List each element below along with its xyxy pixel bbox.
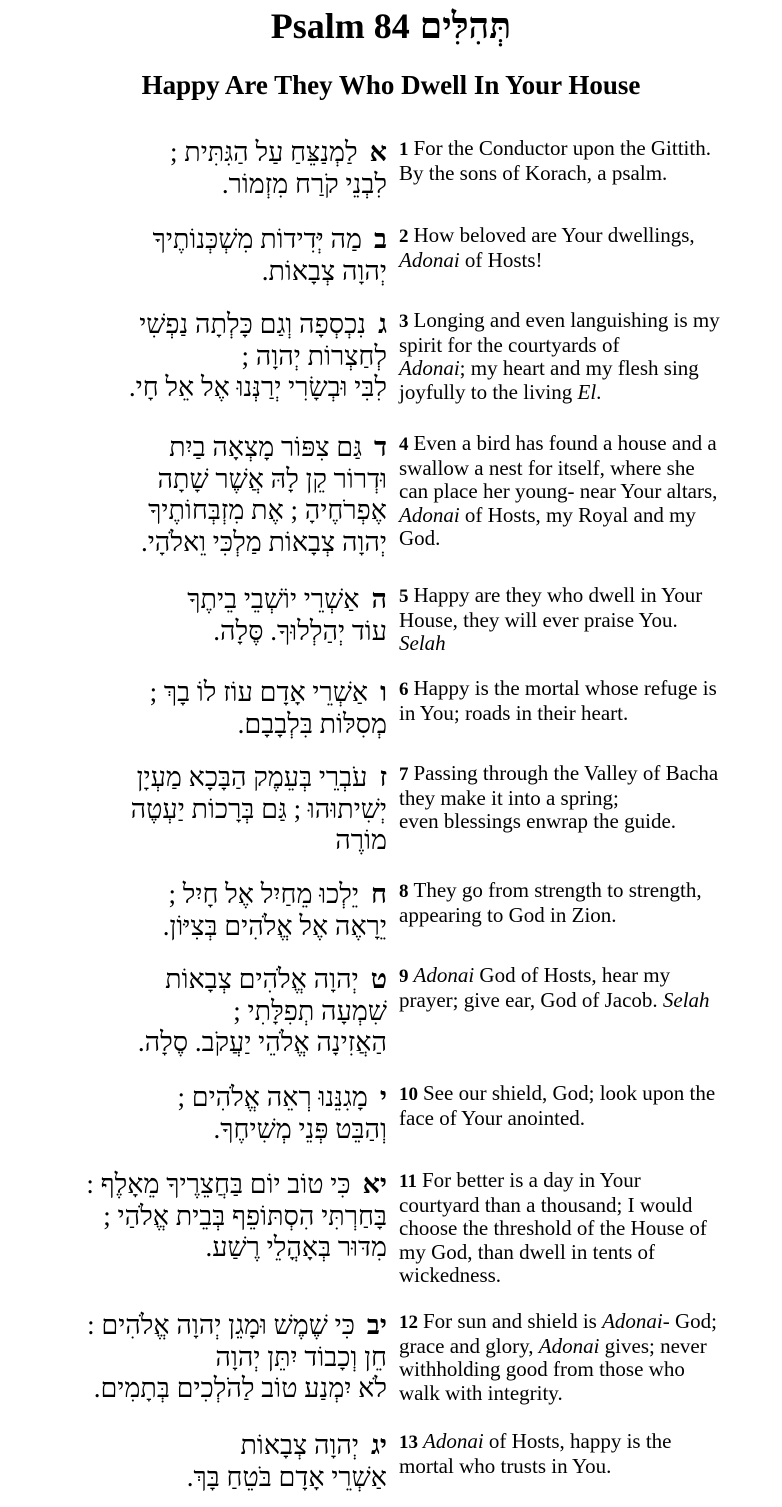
hebrew-line — [138, 964, 387, 996]
hebrew-line — [129, 372, 387, 404]
verse-number: 3 — [399, 311, 409, 332]
english-line — [399, 1082, 777, 1107]
english-segment: . — [596, 379, 602, 404]
english-line — [399, 381, 777, 405]
english-segment: spirit for the courtyards of — [399, 332, 620, 357]
hebrew-line — [131, 825, 387, 857]
hebrew-verse-number: ז — [379, 762, 387, 792]
hebrew-line — [87, 1373, 387, 1405]
english-line — [399, 964, 777, 989]
hebrew-text — [86, 1169, 387, 1264]
hebrew-line-text: עוֹד יְהַלְלוּךָ. סֶּלָה. — [213, 615, 387, 646]
hebrew-line — [141, 527, 387, 559]
english-segment: Longing and even languishing is my — [413, 308, 720, 332]
english-line — [399, 1241, 777, 1265]
english-segment: For the Conductor upon the Gittith. — [413, 136, 711, 160]
hebrew-line-text: וּדְרוֹר קֵן לָהּ אֲשֶׁר שָׁתָה — [157, 463, 387, 494]
english-line — [399, 677, 777, 702]
english-segment: face of Your anointed. — [399, 1105, 586, 1130]
english-text — [399, 137, 777, 185]
hebrew-verse-number: יג — [371, 1430, 387, 1460]
english-segment: ; my heart and my flesh sing — [459, 356, 699, 380]
hebrew-line-text: יֵרָאֶה אֶל אֱלֹהִים בְּצִיּוֹן. — [162, 910, 387, 941]
hebrew-line-text: יְהוָה צְבָאוֹת — [240, 1430, 359, 1460]
english-line — [399, 504, 777, 528]
verse-number: 12 — [399, 1312, 418, 1333]
hebrew-text — [187, 1430, 387, 1493]
english-line — [399, 1194, 777, 1218]
english-text — [399, 677, 777, 725]
hebrew-line — [177, 1082, 387, 1114]
english-segment: Even a bird has found a house and a — [413, 431, 717, 455]
english-line — [399, 787, 777, 811]
hebrew-line-text: מִדּוּר בְּאָהֳלֵי רֶשַׁע. — [205, 1232, 387, 1262]
verse-number: 13 — [399, 1432, 418, 1453]
hebrew-line — [129, 309, 387, 341]
english-segment: courtyard than a thousand; I would — [399, 1192, 693, 1217]
hebrew-verse-number: ו — [380, 677, 387, 707]
english-line — [399, 1430, 777, 1455]
english-line — [399, 609, 777, 633]
english-segment: God of Hosts, hear my — [474, 963, 671, 987]
verse-number: 10 — [399, 1084, 418, 1105]
verse-number: 9 — [399, 966, 409, 987]
english-line — [399, 249, 777, 273]
hebrew-line-text: לַמְנַצֵּחַ עַל הַגִּתִּית ; — [170, 137, 358, 167]
hebrew-line-text: יְהוָה אֱלֹהִים צְבָאוֹת — [165, 964, 359, 994]
hebrew-verse-number: א — [369, 137, 387, 167]
english-segment: joyfully to the living — [399, 379, 578, 404]
hebrew-line-text: מְסִלּוֹת בִּלְבָבָם. — [237, 708, 387, 739]
hebrew-verse-number: ג — [378, 309, 387, 339]
hebrew-text — [129, 309, 387, 404]
verse-number: 6 — [399, 679, 409, 700]
hebrew-text — [141, 432, 387, 558]
english-text — [399, 432, 777, 551]
italic-term: Adonai — [399, 502, 460, 527]
english-segment: of Hosts, happy is the — [483, 1429, 672, 1453]
hebrew-line — [141, 464, 387, 496]
hebrew-line — [170, 169, 387, 201]
verse-number: 5 — [399, 586, 409, 607]
hebrew-line-text: יֵלְכוּ מֵחַיִל אֶל חָיִל ; — [168, 879, 360, 909]
english-segment: How beloved are Your dwellings, — [413, 223, 695, 247]
english-segment: swallow a nest for itself, where she — [399, 455, 695, 480]
hebrew-line-text: הַאֲזִינָה אֱלֹהֵי יַעֲקֹב. סֶלָה. — [137, 1027, 387, 1057]
italic-term: Adonai — [538, 1333, 600, 1358]
hebrew-line — [138, 996, 387, 1028]
hebrew-line-text: אַשְׁרֵי אָדָם בֹּטֵחַ בָּךְ. — [186, 1461, 387, 1492]
hebrew-line-text: אַשְׁרֵי אָדָם עוֹז לוֹ בָךְ ; — [149, 677, 369, 707]
hebrew-line-text: יְהוָה צְבָאוֹת. — [261, 255, 387, 286]
hebrew-line — [187, 1462, 387, 1494]
english-segment: See our shield, God; look upon the — [423, 1081, 716, 1105]
italic-term: Selah — [399, 631, 446, 655]
hebrew-line-text: יְהוָה צְבָאוֹת מַלְכִּי וֵאלֹהָי. — [140, 526, 387, 557]
english-segment: of Hosts, my Royal and my — [459, 502, 696, 527]
english-segment: gives; never — [599, 1333, 707, 1358]
english-segment: wickedness. — [399, 1263, 502, 1287]
italic-term: Adonai — [602, 1309, 663, 1333]
hebrew-verse-number: יב — [366, 1310, 387, 1340]
english-line — [399, 224, 777, 249]
hebrew-line — [163, 879, 387, 911]
english-line — [399, 432, 777, 457]
english-line — [399, 1107, 777, 1131]
hebrew-line — [86, 1232, 387, 1264]
hebrew-text — [87, 1310, 387, 1405]
english-segment: By the sons of Korach, a psalm. — [399, 160, 668, 185]
italic-term: Adonai — [399, 356, 460, 380]
english-segment: my God, than dwell in tents of — [399, 1239, 656, 1264]
english-line — [399, 309, 777, 334]
hebrew-verse-number: ט — [370, 964, 387, 994]
hebrew-line-text: גַּם צִפּוֹר מָצְאָה בַיִת — [169, 432, 362, 462]
english-line — [399, 137, 777, 162]
english-line — [399, 632, 777, 656]
english-line — [399, 1382, 777, 1406]
hebrew-line — [150, 677, 387, 709]
english-text — [399, 879, 777, 927]
english-text — [399, 1430, 777, 1478]
verse-number: 7 — [399, 764, 409, 785]
english-line — [399, 162, 777, 186]
hebrew-line-text: מוֹרֶה — [335, 825, 387, 855]
english-line — [399, 989, 777, 1013]
verse-number: 1 — [399, 139, 409, 160]
english-line — [399, 810, 777, 834]
verse-number: 8 — [399, 881, 409, 902]
hebrew-verse-number: יא — [362, 1169, 387, 1199]
title-english: Psalm 84 — [270, 6, 410, 46]
hebrew-line — [131, 794, 387, 826]
english-text — [399, 224, 777, 272]
italic-term: Adonai — [399, 247, 460, 272]
english-segment: grace and glory, — [399, 1333, 539, 1358]
hebrew-text — [187, 584, 387, 647]
hebrew-verse-number: י — [379, 1082, 387, 1112]
hebrew-text — [131, 762, 387, 857]
hebrew-line-text: נִכְסְפָה וְגַם כָּלְתָה נַפְשִׁי — [139, 309, 367, 339]
english-line — [399, 480, 777, 504]
hebrew-line-text: מָגִנֵּנוּ רְאֵה אֱלֹהִים ; — [177, 1082, 368, 1112]
english-segment: even blessings enwrap the guide. — [399, 809, 677, 833]
hebrew-line-text: מַה יְּדִידוֹת מִשְׁכְּנוֹתֶיךָ — [152, 224, 362, 254]
hebrew-line — [87, 1342, 387, 1374]
hebrew-line — [177, 1114, 387, 1146]
italic-term: Adonai — [413, 963, 475, 987]
hebrew-line-text: לִבְנֵי קֹרַח מִזְמוֹר. — [221, 168, 387, 199]
english-segment: appearing to God in Zion. — [399, 902, 617, 927]
english-line — [399, 357, 777, 381]
hebrew-text — [150, 677, 387, 740]
hebrew-line-text: לִבִּי וּבְשָׂרִי יְרַנְּנוּ אֶל אֵל חָי. — [128, 372, 387, 402]
english-segment: withholding good from those who — [399, 1357, 685, 1381]
hebrew-text — [177, 1082, 387, 1145]
hebrew-line — [150, 709, 387, 741]
italic-term: Adonai — [423, 1429, 484, 1453]
hebrew-line-text: שִׁמְעָה תְפִלָּתִי ; — [233, 995, 387, 1026]
english-segment: they make it into a spring; — [399, 785, 619, 810]
english-segment: prayer; give ear, God of Jacob. — [399, 987, 663, 1012]
english-segment: Happy are they who dwell in Your — [413, 583, 703, 607]
hebrew-verse-number: ח — [371, 879, 387, 909]
english-line — [399, 1310, 777, 1335]
hebrew-line — [187, 616, 387, 648]
hebrew-line — [153, 224, 387, 256]
verse-number: 4 — [399, 434, 409, 455]
english-segment: - God; — [662, 1309, 718, 1333]
english-segment: in You; roads in their heart. — [399, 700, 629, 725]
english-text — [399, 1082, 777, 1130]
hebrew-line-text: יְשִׁיתוּהוּ ; גַּם בְּרָכוֹת יַעְטֶה — [130, 793, 387, 824]
hebrew-line — [86, 1201, 387, 1233]
english-text — [399, 584, 777, 656]
hebrew-line — [163, 911, 387, 943]
hebrew-line — [131, 762, 387, 794]
hebrew-text — [170, 137, 387, 200]
english-line — [399, 334, 777, 358]
hebrew-verse-number: ד — [374, 432, 387, 462]
hebrew-text — [138, 964, 387, 1059]
english-text — [399, 1169, 777, 1288]
english-segment: They go from strength to strength, — [413, 878, 702, 902]
english-line — [399, 1455, 777, 1479]
english-line — [399, 1335, 777, 1359]
english-segment: God. — [399, 526, 441, 550]
english-line — [399, 527, 777, 551]
english-segment: walk with integrity. — [399, 1380, 563, 1405]
english-line — [399, 1217, 777, 1241]
hebrew-text — [153, 224, 387, 287]
english-segment: mortal who trusts in You. — [399, 1453, 612, 1478]
italic-term: Selah — [662, 987, 710, 1012]
english-text — [399, 309, 777, 404]
english-text — [399, 1310, 777, 1405]
english-segment: Happy is the mortal whose refuge is — [413, 676, 717, 700]
hebrew-line — [170, 137, 387, 169]
english-line — [399, 879, 777, 904]
hebrew-line — [86, 1169, 387, 1201]
hebrew-line-text: לֹא יִמְנַע טוֹב לַהֹלְכִים בְּתָמִים. — [93, 1373, 387, 1403]
hebrew-text — [163, 879, 387, 942]
hebrew-line-text: כִּי טוֹב יוֹם בַּחֲצֵרֶיךָ מֵאָלֶף : — [86, 1169, 351, 1199]
page-subtitle: Happy Are They Who Dwell In Your House — [141, 70, 641, 100]
hebrew-line-text: אֶפְרֹחֶיהָ ; אֶת מִזְבְּחוֹתֶיךָ — [148, 495, 387, 525]
english-text — [399, 762, 777, 834]
title-hebrew: תְּהִלִּים — [419, 6, 512, 46]
page-title — [0, 4, 782, 48]
english-segment: For sun and shield is — [423, 1309, 603, 1333]
english-line — [399, 1169, 777, 1194]
english-text — [399, 964, 777, 1012]
english-line — [399, 1358, 777, 1382]
english-segment: Passing through the Valley of Bacha — [413, 761, 719, 785]
hebrew-verse-number: ה — [371, 584, 387, 614]
english-segment: of Hosts! — [459, 247, 543, 272]
hebrew-line — [187, 1430, 387, 1462]
italic-term: El — [577, 379, 597, 404]
english-segment: For better is a day in Your — [421, 1168, 641, 1192]
hebrew-verse-number: ב — [373, 224, 387, 254]
hebrew-line-text: כִּי שֶׁמֶשׁ וּמָגֵן יְהוָה אֱלֹהִים : — [87, 1310, 355, 1340]
hebrew-line-text: חֵן וְכָבוֹד יִתֵּן יְהוָה — [215, 1341, 387, 1372]
hebrew-line-text: עֹבְרֵי בְּעֵמֶק הַבָּכָא מַעְיָן — [136, 762, 368, 792]
hebrew-line — [129, 341, 387, 373]
english-line — [399, 762, 777, 787]
hebrew-line — [141, 495, 387, 527]
hebrew-line-text: לְחַצְרוֹת יְהוָה ; — [241, 340, 387, 371]
english-segment: choose the threshold of the House of — [399, 1216, 707, 1240]
english-line — [399, 702, 777, 726]
hebrew-line — [141, 432, 387, 464]
hebrew-line-text: אַשְׁרֵי יוֹשְׁבֵי בֵיתֶךָ — [187, 584, 360, 614]
hebrew-line — [187, 584, 387, 616]
english-line — [399, 457, 777, 481]
english-line — [399, 584, 777, 609]
english-line — [399, 1264, 777, 1288]
verse-number: 2 — [399, 226, 409, 247]
english-segment: House, they will ever praise You. — [399, 607, 678, 632]
hebrew-line — [153, 256, 387, 288]
hebrew-line-text: בָּחַרְתִּי הִסְתּוֹפֵף בְּבֵית אֱלֹהַי ; — [103, 1200, 387, 1231]
hebrew-line — [87, 1310, 387, 1342]
hebrew-line-text: וְהַבֵּט פְּנֵי מְשִׁיחֶךָ. — [213, 1113, 387, 1144]
english-line — [399, 904, 777, 928]
hebrew-line — [138, 1027, 387, 1059]
english-segment: can place her young- near Your altars, — [399, 479, 718, 503]
verse-number: 11 — [399, 1171, 417, 1192]
